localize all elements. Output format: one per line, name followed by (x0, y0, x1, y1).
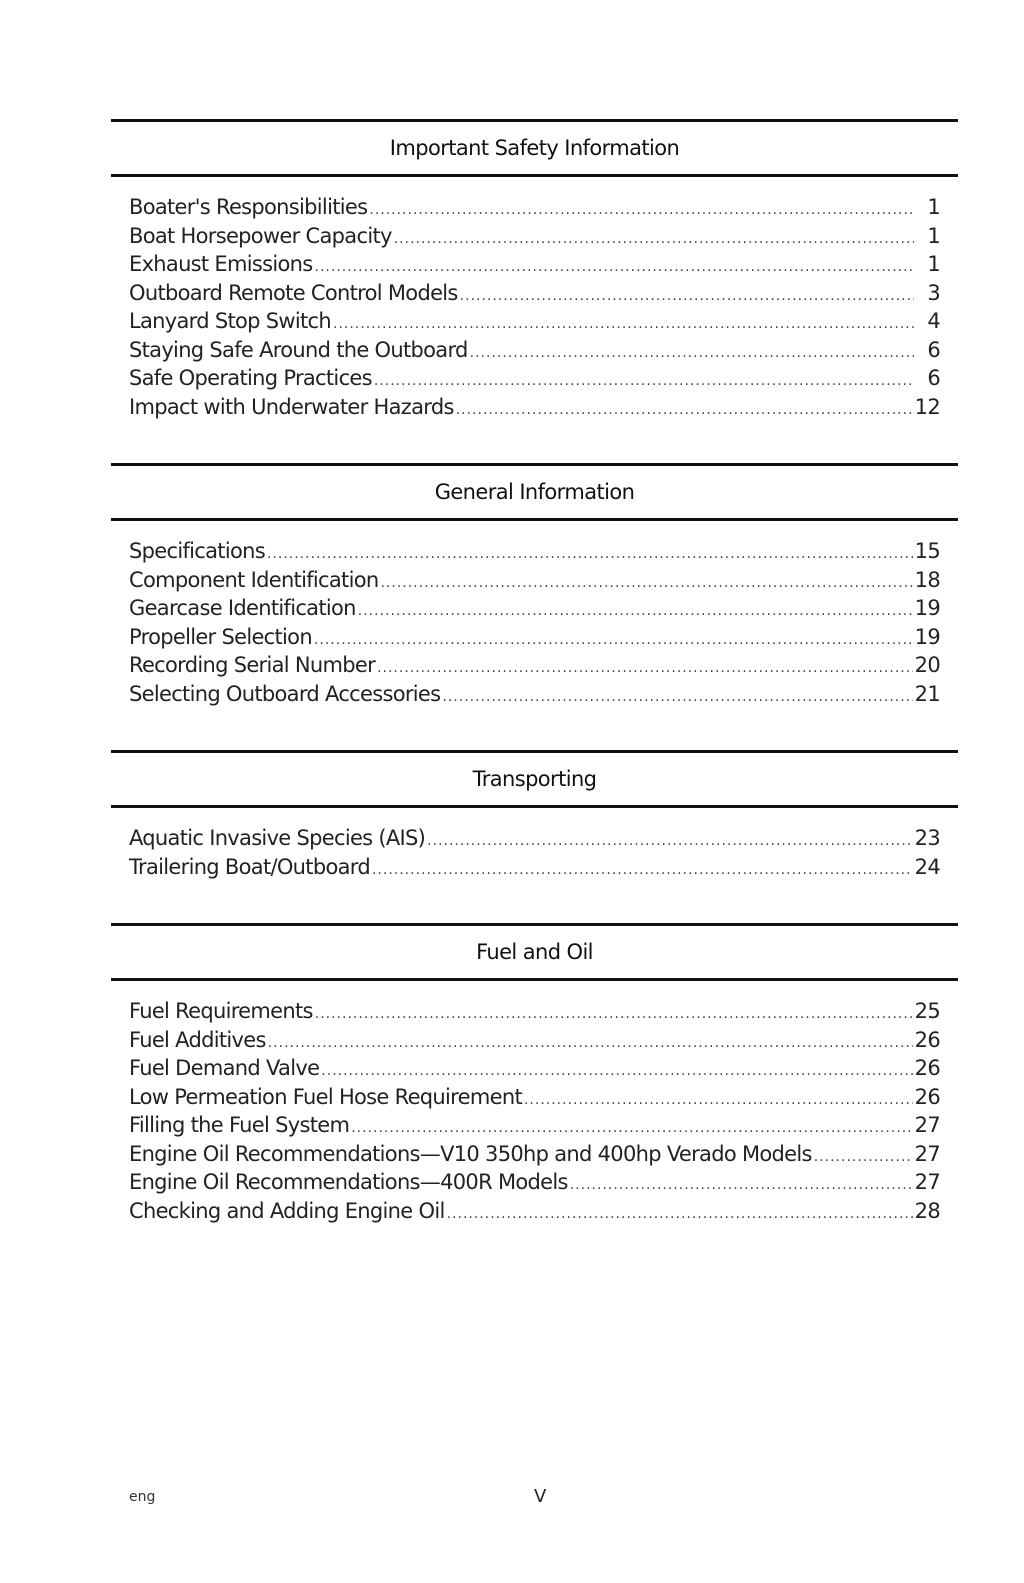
entry-title: Staying Safe Around the Outboard (129, 337, 468, 362)
entry-title: Safe Operating Practices (129, 366, 372, 390)
entry-page: 26 (914, 1027, 940, 1052)
toc-entry[interactable] (129, 537, 940, 566)
entry-page: 3 (927, 280, 940, 305)
dot-leader (315, 253, 914, 282)
toc-entry[interactable] (129, 623, 940, 652)
entry-page: 1 (927, 252, 940, 276)
dot-leader (358, 597, 913, 626)
entry-title: Outboard Remote Control Models (129, 280, 458, 305)
entry-page: 26 (914, 1056, 940, 1080)
toc-entry[interactable] (129, 1026, 940, 1055)
entry-title: Trailering Boat/Outboard (129, 854, 370, 879)
entry-page: 20 (914, 653, 940, 677)
entry-page: 27 (914, 1170, 940, 1194)
entry-title: Impact with Underwater Hazards (129, 394, 454, 419)
entry-title: Recording Serial Number (129, 653, 376, 677)
dot-leader (524, 1086, 913, 1115)
dot-leader (372, 856, 913, 885)
toc-entry[interactable] (129, 336, 940, 365)
footer-language: eng (129, 1489, 156, 1505)
entry-title: Boater's Responsibilities (129, 195, 368, 219)
toc-entry[interactable] (129, 680, 940, 709)
dot-leader (315, 1000, 913, 1029)
entry-page: 27 (914, 1113, 940, 1137)
entry-page: 24 (914, 854, 940, 879)
entry-page: 26 (914, 1084, 940, 1109)
entry-title: Propeller Selection (129, 624, 312, 649)
entry-title: Engine Oil Recommendations—400R Models (129, 1170, 568, 1194)
entry-title: Selecting Outboard Accessories (129, 681, 441, 706)
toc-entry[interactable] (129, 1168, 940, 1197)
toc-entry[interactable] (129, 824, 940, 853)
toc-entry[interactable] (129, 364, 940, 393)
entry-title: Lanyard Stop Switch (129, 309, 331, 333)
dot-leader (447, 1200, 913, 1229)
section-heading: Transporting (111, 750, 958, 808)
dot-leader (374, 367, 914, 396)
toc-entry[interactable] (129, 1054, 940, 1083)
dot-leader (442, 683, 912, 712)
entry-page: 27 (914, 1141, 940, 1166)
dot-leader (351, 1114, 912, 1143)
entry-page: 12 (914, 394, 940, 419)
entry-page: 18 (914, 567, 940, 592)
dot-leader (321, 1057, 912, 1086)
dot-leader (314, 626, 913, 655)
entry-page: 1 (927, 223, 940, 248)
entry-page: 4 (927, 309, 940, 333)
dot-leader (456, 396, 913, 425)
entry-page: 6 (927, 337, 940, 362)
dot-leader (470, 339, 914, 368)
entry-page: 21 (914, 681, 940, 706)
entry-title: Fuel Additives (129, 1027, 266, 1052)
entry-title: Boat Horsepower Capacity (129, 223, 392, 248)
entry-title: Engine Oil Recommendations—V10 350hp and 400hp Verado Models (129, 1141, 812, 1166)
entry-title: Filling the Fuel System (129, 1113, 350, 1137)
toc-entry[interactable] (129, 1140, 940, 1169)
section-heading: General Information (111, 463, 958, 521)
toc-entry[interactable] (129, 997, 940, 1026)
dot-leader (380, 569, 912, 598)
section-heading: Important Safety Information (111, 119, 958, 177)
table-of-contents (111, 119, 958, 1267)
entry-page: 23 (914, 826, 940, 850)
entry-title: Component Identification (129, 567, 379, 592)
toc-entry[interactable] (129, 566, 940, 595)
entry-page: 19 (914, 624, 940, 649)
toc-entry[interactable] (129, 393, 940, 422)
toc-entry[interactable] (129, 250, 940, 279)
toc-entry[interactable] (129, 307, 940, 336)
dot-leader (377, 654, 913, 683)
entry-page: 28 (914, 1198, 940, 1223)
dot-leader (333, 310, 914, 339)
entry-title: Gearcase Identification (129, 596, 356, 620)
toc-section-general-information (111, 463, 958, 708)
toc-entry[interactable] (129, 1111, 940, 1140)
entry-page: 19 (914, 596, 940, 620)
toc-entry[interactable] (129, 193, 940, 222)
entry-page: 25 (914, 999, 940, 1023)
dot-leader (394, 225, 914, 254)
entry-page: 6 (927, 366, 940, 390)
entry-page: 15 (914, 539, 940, 563)
toc-entry[interactable] (129, 594, 940, 623)
entry-title: Low Permeation Fuel Hose Requirement (129, 1084, 522, 1109)
section-heading: Fuel and Oil (111, 923, 958, 981)
dot-leader (268, 1029, 913, 1058)
toc-entry[interactable] (129, 1083, 940, 1112)
toc-entry[interactable] (129, 222, 940, 251)
toc-entry[interactable] (129, 1197, 940, 1226)
toc-section-important-safety (111, 119, 958, 421)
dot-leader (427, 827, 913, 856)
toc-entry[interactable] (129, 279, 940, 308)
toc-section-transporting (111, 750, 958, 881)
dot-leader (570, 1171, 913, 1200)
entry-title: Fuel Requirements (129, 999, 313, 1023)
toc-entry[interactable] (129, 853, 940, 882)
toc-section-fuel-and-oil (111, 923, 958, 1225)
dot-leader (267, 540, 913, 569)
entry-page: 1 (927, 195, 940, 219)
footer-page-number: V (534, 1486, 547, 1507)
dot-leader (369, 196, 914, 225)
entry-title: Specifications (129, 539, 265, 563)
entry-title: Aquatic Invasive Species (AIS) (129, 826, 426, 850)
dot-leader (814, 1143, 913, 1172)
toc-entry[interactable] (129, 651, 940, 680)
entry-title: Exhaust Emissions (129, 252, 313, 276)
dot-leader (460, 282, 914, 311)
entry-title: Fuel Demand Valve (129, 1056, 320, 1080)
entry-title: Checking and Adding Engine Oil (129, 1198, 445, 1223)
